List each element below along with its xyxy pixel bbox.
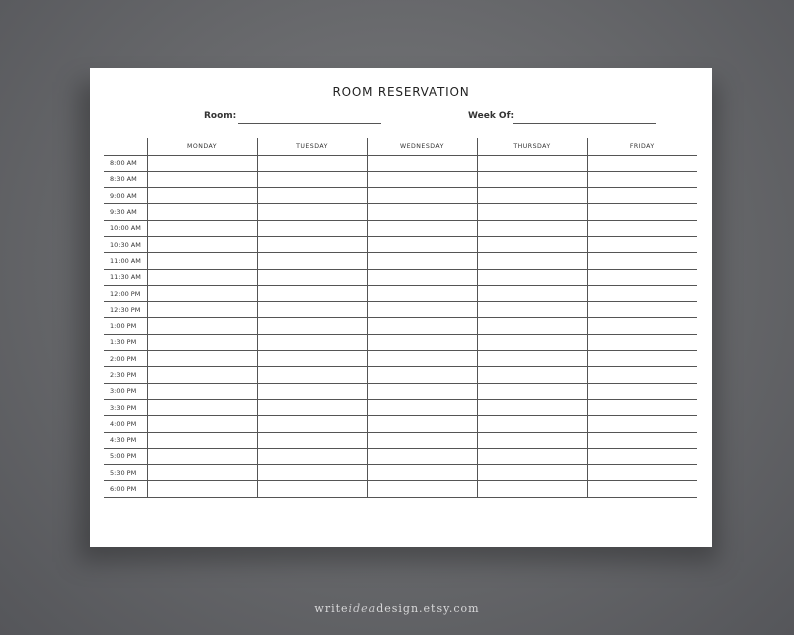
time-slot-row <box>104 465 697 481</box>
day-header-tuesday: TUESDAY <box>257 138 367 155</box>
slot-cell-tuesday <box>257 285 367 301</box>
slot-cell-thursday <box>477 465 587 481</box>
time-slot-row <box>104 448 697 464</box>
slot-cell-friday <box>587 269 697 285</box>
slot-cell-wednesday <box>367 236 477 252</box>
slot-cell-thursday <box>477 220 587 236</box>
time-label: 2:00 PM <box>104 351 147 367</box>
week-of-blank-line <box>513 123 656 124</box>
slot-cell-monday <box>147 285 257 301</box>
sheet-title: ROOM RESERVATION <box>332 85 470 99</box>
slot-cell-friday <box>587 399 697 415</box>
slot-cell-monday <box>147 334 257 350</box>
slot-cell-tuesday <box>257 188 367 204</box>
time-label: 4:30 PM <box>104 432 147 448</box>
slot-cell-wednesday <box>367 302 477 318</box>
time-label: 3:00 PM <box>104 383 147 399</box>
slot-cell-monday <box>147 236 257 252</box>
slot-cell-wednesday <box>367 448 477 464</box>
time-slot-row <box>104 432 697 448</box>
slot-cell-friday <box>587 465 697 481</box>
slot-cell-thursday <box>477 432 587 448</box>
time-label: 11:00 AM <box>104 253 147 269</box>
slot-cell-tuesday <box>257 171 367 187</box>
slot-cell-friday <box>587 481 697 497</box>
time-slot-row <box>104 269 697 285</box>
slot-cell-tuesday <box>257 351 367 367</box>
slot-cell-monday <box>147 351 257 367</box>
slot-cell-thursday <box>477 318 587 334</box>
slot-cell-friday <box>587 253 697 269</box>
footer-text-em: idea <box>348 602 377 615</box>
slot-cell-tuesday <box>257 383 367 399</box>
slot-cell-thursday <box>477 236 587 252</box>
slot-cell-thursday <box>477 334 587 350</box>
time-label: 5:30 PM <box>104 465 147 481</box>
time-label: 2:30 PM <box>104 367 147 383</box>
time-slot-row <box>104 383 697 399</box>
schedule-body <box>104 155 697 497</box>
slot-cell-monday <box>147 416 257 432</box>
slot-cell-friday <box>587 220 697 236</box>
time-label: 11:30 AM <box>104 269 147 285</box>
slot-cell-wednesday <box>367 334 477 350</box>
slot-cell-thursday <box>477 204 587 220</box>
week-of-label: Week Of: <box>468 111 515 121</box>
slot-cell-monday <box>147 204 257 220</box>
slot-cell-thursday <box>477 155 587 171</box>
week-of-field <box>468 110 656 124</box>
time-slot-row <box>104 351 697 367</box>
slot-cell-wednesday <box>367 253 477 269</box>
slot-cell-tuesday <box>257 302 367 318</box>
slot-cell-monday <box>147 253 257 269</box>
room-label: Room: <box>204 111 237 121</box>
time-slot-row <box>104 188 697 204</box>
slot-cell-friday <box>587 351 697 367</box>
time-label: 6:00 PM <box>104 481 147 497</box>
slot-cell-monday <box>147 399 257 415</box>
slot-cell-wednesday <box>367 318 477 334</box>
slot-cell-friday <box>587 334 697 350</box>
time-label: 4:00 PM <box>104 416 147 432</box>
slot-cell-friday <box>587 448 697 464</box>
slot-cell-friday <box>587 302 697 318</box>
slot-cell-wednesday <box>367 351 477 367</box>
time-label: 5:00 PM <box>104 448 147 464</box>
slot-cell-wednesday <box>367 399 477 415</box>
slot-cell-tuesday <box>257 318 367 334</box>
slot-cell-monday <box>147 367 257 383</box>
time-label: 9:30 AM <box>104 204 147 220</box>
day-header-friday: FRIDAY <box>587 138 697 155</box>
slot-cell-monday <box>147 220 257 236</box>
slot-cell-friday <box>587 236 697 252</box>
slot-cell-monday <box>147 465 257 481</box>
slot-cell-tuesday <box>257 155 367 171</box>
slot-cell-tuesday <box>257 334 367 350</box>
slot-cell-friday <box>587 416 697 432</box>
slot-cell-friday <box>587 171 697 187</box>
slot-cell-friday <box>587 318 697 334</box>
slot-cell-friday <box>587 383 697 399</box>
footer-text-post: design.etsy.com <box>376 602 480 615</box>
slot-cell-thursday <box>477 188 587 204</box>
slot-cell-thursday <box>477 399 587 415</box>
slot-cell-tuesday <box>257 269 367 285</box>
slot-cell-wednesday <box>367 367 477 383</box>
day-header-row <box>104 138 697 155</box>
slot-cell-friday <box>587 285 697 301</box>
room-field <box>204 110 382 124</box>
slot-cell-thursday <box>477 171 587 187</box>
slot-cell-monday <box>147 318 257 334</box>
slot-cell-wednesday <box>367 416 477 432</box>
time-slot-row <box>104 285 697 301</box>
time-label: 12:30 PM <box>104 302 147 318</box>
footer-credit <box>0 602 794 615</box>
slot-cell-friday <box>587 188 697 204</box>
slot-cell-monday <box>147 188 257 204</box>
slot-cell-monday <box>147 383 257 399</box>
slot-cell-tuesday <box>257 253 367 269</box>
slot-cell-tuesday <box>257 481 367 497</box>
reservation-sheet <box>90 68 712 547</box>
slot-cell-wednesday <box>367 432 477 448</box>
slot-cell-wednesday <box>367 204 477 220</box>
slot-cell-thursday <box>477 448 587 464</box>
slot-cell-friday <box>587 155 697 171</box>
slot-cell-tuesday <box>257 220 367 236</box>
slot-cell-monday <box>147 448 257 464</box>
slot-cell-thursday <box>477 269 587 285</box>
time-label: 3:30 PM <box>104 399 147 415</box>
slot-cell-thursday <box>477 302 587 318</box>
slot-cell-thursday <box>477 383 587 399</box>
slot-cell-wednesday <box>367 383 477 399</box>
time-slot-row <box>104 399 697 415</box>
slot-cell-thursday <box>477 416 587 432</box>
slot-cell-friday <box>587 432 697 448</box>
schedule-grid <box>104 138 697 498</box>
slot-cell-thursday <box>477 253 587 269</box>
day-header-wednesday: WEDNESDAY <box>367 138 477 155</box>
slot-cell-wednesday <box>367 481 477 497</box>
slot-cell-thursday <box>477 367 587 383</box>
time-slot-row <box>104 481 697 497</box>
time-slot-row <box>104 367 697 383</box>
time-slot-row <box>104 253 697 269</box>
slot-cell-monday <box>147 155 257 171</box>
slot-cell-wednesday <box>367 285 477 301</box>
slot-cell-friday <box>587 204 697 220</box>
slot-cell-wednesday <box>367 465 477 481</box>
slot-cell-tuesday <box>257 416 367 432</box>
day-header-thursday: THURSDAY <box>477 138 587 155</box>
slot-cell-monday <box>147 481 257 497</box>
slot-cell-thursday <box>477 285 587 301</box>
time-label: 1:30 PM <box>104 334 147 350</box>
slot-cell-tuesday <box>257 204 367 220</box>
time-slot-row <box>104 302 697 318</box>
day-header-monday: MONDAY <box>147 138 257 155</box>
slot-cell-wednesday <box>367 269 477 285</box>
slot-cell-tuesday <box>257 448 367 464</box>
slot-cell-tuesday <box>257 367 367 383</box>
footer-text-pre: write <box>314 602 349 615</box>
time-label: 12:00 PM <box>104 285 147 301</box>
time-slot-row <box>104 416 697 432</box>
time-label: 9:00 AM <box>104 188 147 204</box>
time-label: 10:30 AM <box>104 236 147 252</box>
slot-cell-monday <box>147 432 257 448</box>
time-slot-row <box>104 236 697 252</box>
time-label: 10:00 AM <box>104 220 147 236</box>
time-header-blank <box>104 138 147 155</box>
slot-cell-wednesday <box>367 155 477 171</box>
slot-cell-wednesday <box>367 171 477 187</box>
slot-cell-monday <box>147 269 257 285</box>
time-label: 8:30 AM <box>104 171 147 187</box>
slot-cell-tuesday <box>257 432 367 448</box>
slot-cell-tuesday <box>257 465 367 481</box>
slot-cell-tuesday <box>257 399 367 415</box>
time-slot-row <box>104 155 697 171</box>
slot-cell-wednesday <box>367 220 477 236</box>
slot-cell-thursday <box>477 351 587 367</box>
slot-cell-wednesday <box>367 188 477 204</box>
time-slot-row <box>104 171 697 187</box>
time-label: 8:00 AM <box>104 155 147 171</box>
time-slot-row <box>104 220 697 236</box>
time-slot-row <box>104 318 697 334</box>
time-slot-row <box>104 334 697 350</box>
slot-cell-friday <box>587 367 697 383</box>
slot-cell-monday <box>147 302 257 318</box>
time-label: 1:00 PM <box>104 318 147 334</box>
slot-cell-thursday <box>477 481 587 497</box>
room-blank-line <box>238 123 381 124</box>
slot-cell-monday <box>147 171 257 187</box>
time-slot-row <box>104 204 697 220</box>
slot-cell-tuesday <box>257 236 367 252</box>
